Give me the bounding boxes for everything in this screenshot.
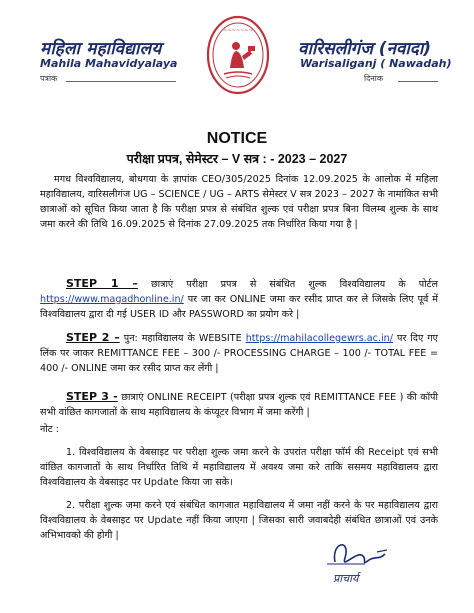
college-name-english: Mahila Mahavidyalaya xyxy=(40,57,178,70)
college-location-hindi: वारिसलीगंज (नवादा) xyxy=(298,39,431,59)
note-1-text: 1. विश्वविद्यालय के वेबसाइट पर परीक्षा शुल्क जमा करने के उपरांत परीक्षा फॉर्म की Receipt एवं सभी वांछित कागजातों के साथ निर्धारित तिथि में महाविद्यालय में अवश्य जमा करे ताकि ससमय महाविद्यालय द्वारा विश्वविद्यालय के वेबसाइट पर Update किया जा सके। xyxy=(40,447,438,488)
ref-number-label: पत्रांक xyxy=(40,74,58,83)
step-2-text-b: पर दिए गए लिंक पर जाकर REMITTANCE FEE – 300 /- PROCESSING CHARGE – 100 /- TOTAL FEE = 400 /- ONLINE जमा कर रसीद प्राप्त कर लेंगी | xyxy=(40,333,438,374)
step-3-text: छात्राएं ONLINE RECEIPT (परीक्षा प्रपत्र शुल्क एवं REMITTANCE FEE ) की कॉपी सभी वांछित कागजातों के साथ महाविद्यालय के कंप्यूटर विभाग में जमा करेंगी | xyxy=(40,392,438,418)
intro-paragraph xyxy=(40,172,438,232)
step-2-label: STEP 2 – xyxy=(66,331,120,344)
college-logo-icon xyxy=(206,10,270,100)
ref-number-line xyxy=(66,81,176,82)
step-1-paragraph xyxy=(40,276,438,322)
step-3-paragraph xyxy=(40,389,438,420)
date-line xyxy=(398,81,438,82)
svg-text:~~~~~~~: ~~~~~~~ xyxy=(223,28,253,34)
step-2-paragraph xyxy=(40,330,438,376)
note-2-text: 2. परीक्षा शुल्क जमा करने एवं संबंधित कागजात महाविद्यालय में जमा नहीं करने के पर महाविद्यालय द्वारा विश्वविद्यालय के वेबसाइट पर Update नहीं किया जाएगा | जिसका सारी जवाबदेही संबंधित छात्राओं एवं उनके अभिभावको की होगी | xyxy=(40,500,438,541)
signature-designation: प्राचार्य xyxy=(333,572,359,585)
notice-title: NOTICE xyxy=(206,130,268,147)
step-1-text-b: पर जा कर ONLINE जमा कर रसीद प्राप्त कर ले जिसके लिए पूर्व में विश्वविद्यालय द्वारा दी गई USER ID और PASSWORD का प्रयोग करे | xyxy=(40,294,438,320)
college-website-link[interactable]: https://mahilacollegewrs.ac.in/ xyxy=(245,333,393,344)
note-1-paragraph xyxy=(40,445,438,490)
signature-scribble-icon xyxy=(305,530,405,590)
notice-subtitle: परीक्षा प्रपत्र, सेमेस्टर – V सत्र : - 2023 – 2027 xyxy=(126,152,348,166)
intro-text: मगध विश्वविद्यालय, बोधगया के ज्ञापांक CEO/305/2025 दिनांक 12.09.2025 के आलोक में महिला महाविद्यालय, वारिसलीगंज UG – SCIENCE / UG – ARTS सेमेस्टर V सत्र 2023 – 2027 के नामांकित सभी छात्राओं को सूचित किया जाता है कि परीक्षा प्रपत्र से संबंधित शुल्क एवं परीक्षा प्रपत्र बिना विलम्ब शुल्क के साथ जमा करने की तिथि 16.09.2025 से दिनांक 27.09.2025 तक निर्धारित किया गया है | xyxy=(40,174,438,230)
step-3-label: STEP 3 - xyxy=(66,390,118,403)
step-2-text-a: पुन: महाविद्यालय के WEBSITE xyxy=(123,333,242,344)
principal-signature xyxy=(305,530,405,590)
university-portal-link[interactable]: https://www.magadhonline.in/ xyxy=(40,294,184,305)
college-location-english: Warisaliganj ( Nawadah) xyxy=(300,57,452,70)
step-1-label: STEP 1 – xyxy=(66,277,138,290)
step-1-text-a: छात्राएं परीक्षा प्रपत्र से संबंधित शुल्क विश्वविद्यालय के पोर्टल xyxy=(150,279,438,290)
college-name-hindi: महिला महाविद्यालय xyxy=(40,39,162,59)
date-label: दिनांक xyxy=(364,74,383,83)
note-label: नोट : xyxy=(40,424,59,435)
